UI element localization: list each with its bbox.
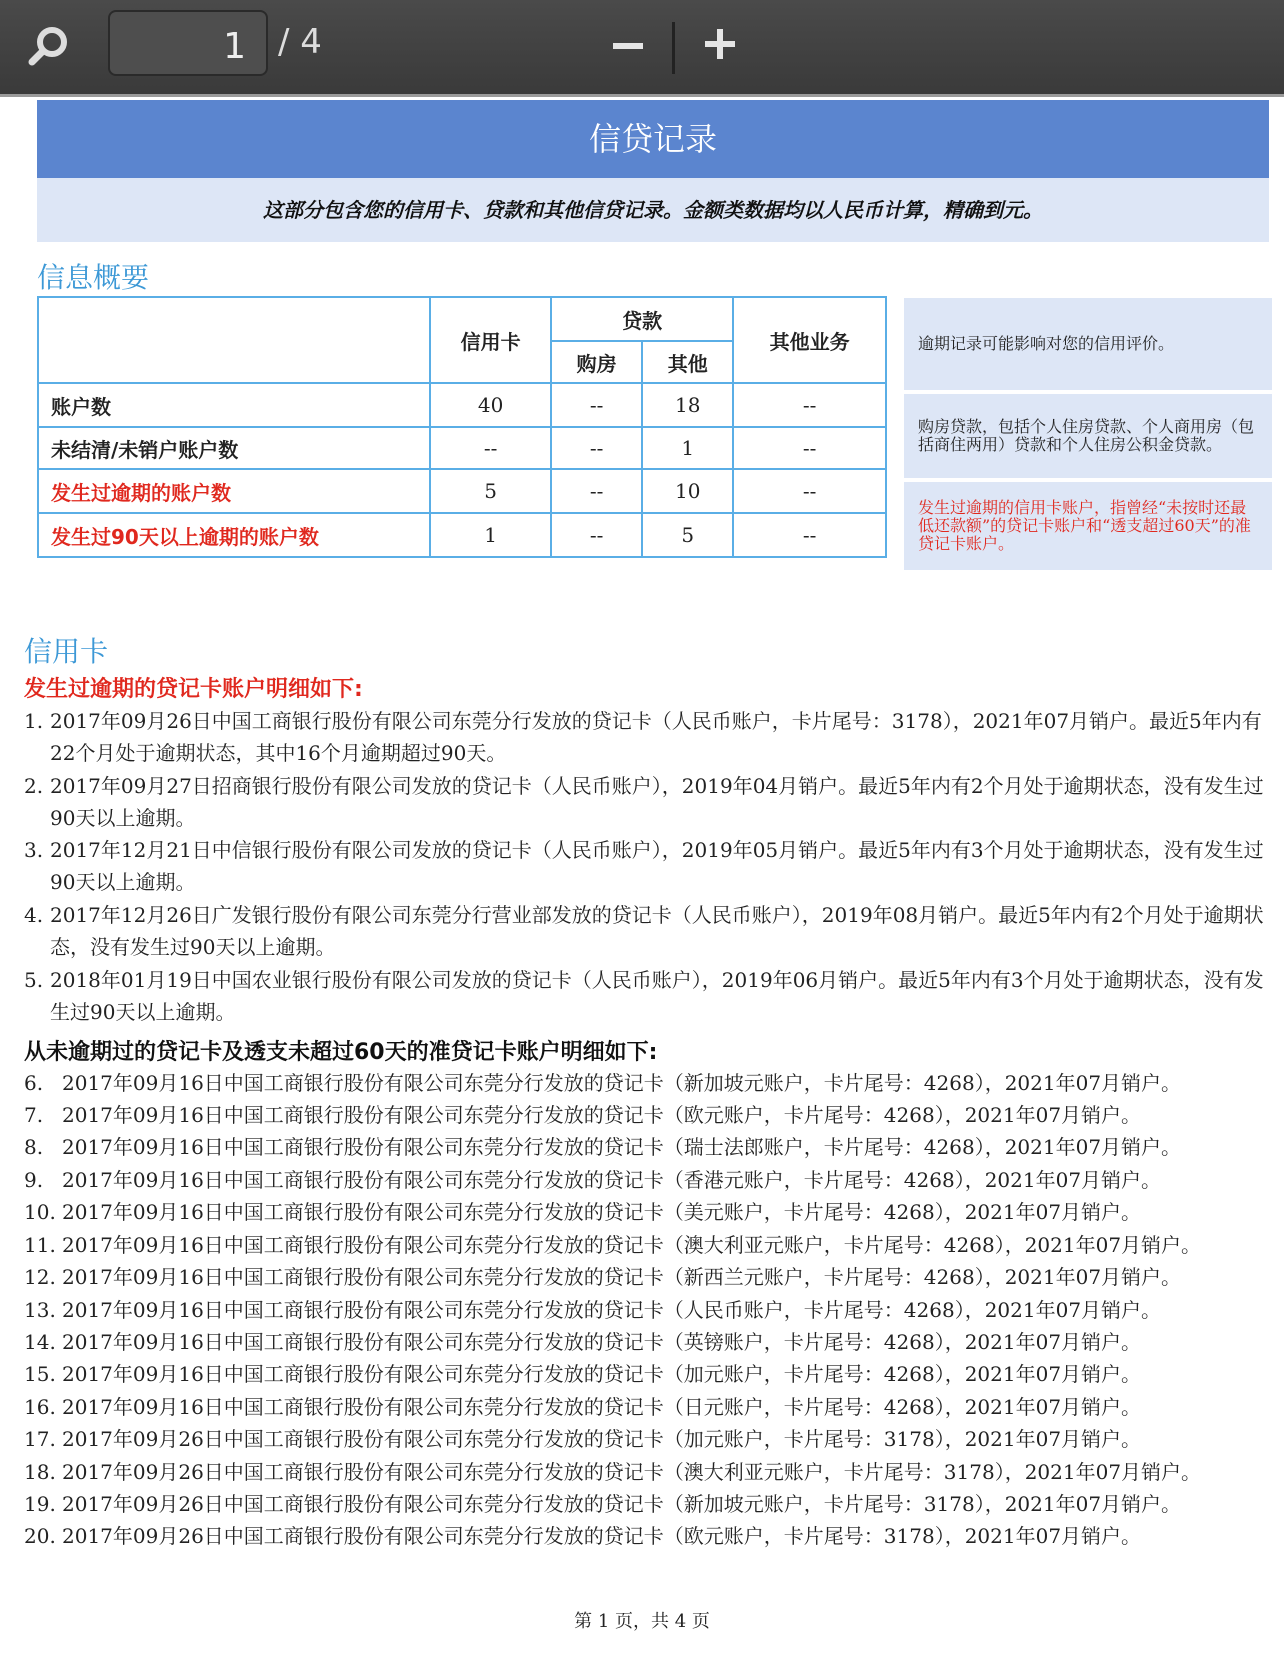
item-text: 2018年01月19日中国农业银行股份有限公司发放的贷记卡（人民币账户），2019年06月销户。最近5年内有3个月处于逾期状态，没有发生过90天以上逾期。 — [50, 968, 1264, 1024]
section-subtitle: 这部分包含您的信用卡、贷款和其他信贷记录。金额类数据均以人民币计算，精确到元。 — [37, 178, 1269, 242]
item-text: 2017年09月16日中国工商银行股份有限公司东莞分行发放的贷记卡（澳大利亚元账户，卡片尾号：4268），2021年07月销户。 — [62, 1233, 1202, 1257]
col-header-loan: 贷款 — [551, 297, 733, 341]
list-item — [24, 964, 1274, 1024]
cell-other: 1 — [642, 427, 733, 469]
item-text: 2017年09月16日中国工商银行股份有限公司东莞分行发放的贷记卡（瑞士法郎账户，卡片尾号：4268），2021年07月销户。 — [62, 1135, 1182, 1159]
item-text: 2017年09月16日中国工商银行股份有限公司东莞分行发放的贷记卡（欧元账户，卡片尾号：4268），2021年07月销户。 — [62, 1103, 1142, 1127]
list-item — [24, 1131, 1274, 1163]
item-text: 2017年09月16日中国工商银行股份有限公司东莞分行发放的贷记卡（英镑账户，卡片尾号：4268），2021年07月销户。 — [62, 1330, 1142, 1354]
item-text: 2017年09月16日中国工商银行股份有限公司东莞分行发放的贷记卡（新西兰元账户，卡片尾号：4268），2021年07月销户。 — [62, 1265, 1182, 1289]
item-number: 5. — [24, 968, 44, 992]
page-footer: 第 1 页，共 4 页 — [574, 1611, 710, 1632]
item-number: 8. — [24, 1135, 44, 1159]
cell-housing: -- — [551, 469, 642, 513]
note-text: 逾期记录可能影响对您的信用评价。 — [918, 334, 1175, 353]
item-number: 1. — [24, 709, 44, 733]
list-item — [24, 1164, 1274, 1196]
cell-credit-card: 40 — [430, 383, 551, 427]
cell-other-business: -- — [733, 469, 886, 513]
page-number-input[interactable]: 1 — [108, 10, 268, 76]
note-text: 购房贷款，包括个人住房贷款、个人商用房（包括商住两用）贷款和个人住房公积金贷款。 — [918, 417, 1255, 454]
list-item — [24, 1099, 1274, 1131]
cell-housing: -- — [551, 383, 642, 427]
item-text: 2017年09月26日中国工商银行股份有限公司东莞分行发放的贷记卡（欧元账户，卡片尾号：3178），2021年07月销户。 — [62, 1524, 1142, 1548]
item-text: 2017年09月16日中国工商银行股份有限公司东莞分行发放的贷记卡（美元账户，卡片尾号：4268），2021年07月销户。 — [62, 1200, 1142, 1224]
cell-other-business: -- — [733, 427, 886, 469]
viewer-toolbar — [0, 0, 1284, 97]
item-number: 15. — [24, 1362, 56, 1386]
item-number: 12. — [24, 1265, 56, 1289]
col-header-housing: 购房 — [551, 341, 642, 383]
zoom-out-button[interactable] — [605, 24, 651, 70]
zoom-in-button[interactable] — [695, 22, 745, 72]
item-number: 18. — [24, 1460, 56, 1484]
row-label: 发生过90天以上逾期的账户数 — [38, 513, 430, 557]
search-icon — [24, 22, 74, 72]
minus-icon — [605, 24, 651, 70]
list-item — [24, 1326, 1274, 1358]
cell-other: 18 — [642, 383, 733, 427]
item-number: 20. — [24, 1524, 56, 1548]
item-number: 4. — [24, 903, 44, 927]
item-text: 2017年09月16日中国工商银行股份有限公司东莞分行发放的贷记卡（加元账户，卡片尾号：4268），2021年07月销户。 — [62, 1362, 1142, 1386]
list-item — [24, 1358, 1274, 1390]
table-corner-cell — [38, 297, 430, 383]
row-label: 未结清/未销户账户数 — [38, 427, 430, 469]
col-header-other-business: 其他业务 — [733, 297, 886, 383]
list-item — [24, 899, 1274, 959]
item-text: 2017年09月26日中国工商银行股份有限公司东莞分行发放的贷记卡（加元账户，卡片尾号：3178），2021年07月销户。 — [62, 1427, 1142, 1451]
cell-other: 10 — [642, 469, 733, 513]
cell-credit-card: -- — [430, 427, 551, 469]
item-text: 2017年09月16日中国工商银行股份有限公司东莞分行发放的贷记卡（人民币账户，卡片尾号：4268），2021年07月销户。 — [62, 1298, 1162, 1322]
cell-credit-card: 1 — [430, 513, 551, 557]
cell-other: 5 — [642, 513, 733, 557]
list-item — [24, 1229, 1274, 1261]
list-item — [24, 1423, 1274, 1455]
item-text: 2017年09月16日中国工商银行股份有限公司东莞分行发放的贷记卡（日元账户，卡片尾号：4268），2021年07月销户。 — [62, 1395, 1142, 1419]
overview-table — [37, 296, 887, 558]
list-item — [24, 834, 1274, 894]
table-row — [38, 383, 886, 427]
cell-housing: -- — [551, 427, 642, 469]
item-text: 2017年09月16日中国工商银行股份有限公司东莞分行发放的贷记卡（香港元账户，卡片尾号：4268），2021年07月销户。 — [62, 1168, 1162, 1192]
cell-other-business: -- — [733, 513, 886, 557]
item-text: 2017年09月26日中国工商银行股份有限公司东莞分行发放的贷记卡（人民币账户，卡片尾号：3178），2021年07月销户。最近5年内有22个月处于逾期状态，其中16个月逾期超过90天。 — [50, 709, 1262, 765]
table-row — [38, 469, 886, 513]
section-banner-title: 信贷记录 — [37, 100, 1269, 178]
table-row — [38, 427, 886, 469]
list-item — [24, 1391, 1274, 1423]
list-item — [24, 1196, 1274, 1228]
item-text: 2017年09月26日中国工商银行股份有限公司东莞分行发放的贷记卡（澳大利亚元账户，卡片尾号：3178），2021年07月销户。 — [62, 1460, 1202, 1484]
overview-title: 信息概要 — [37, 261, 150, 294]
item-text: 2017年09月16日中国工商银行股份有限公司东莞分行发放的贷记卡（新加坡元账户，卡片尾号：4268），2021年07月销户。 — [62, 1071, 1182, 1095]
item-number: 19. — [24, 1492, 56, 1516]
item-number: 16. — [24, 1395, 56, 1419]
note-housing-loan — [904, 394, 1272, 478]
table-row — [38, 513, 886, 557]
item-text: 2017年09月27日招商银行股份有限公司发放的贷记卡（人民币账户），2019年04月销户。最近5年内有2个月处于逾期状态，没有发生过90天以上逾期。 — [50, 774, 1264, 830]
note-text: 发生过逾期的信用卡账户，指曾经“未按时还最低还款额”的贷记卡账户和“透支超过60天”的准贷记卡账户。 — [918, 498, 1251, 553]
item-text: 2017年09月26日中国工商银行股份有限公司东莞分行发放的贷记卡（新加坡元账户，卡片尾号：3178），2021年07月销户。 — [62, 1492, 1182, 1516]
normal-heading: 从未逾期过的贷记卡及透支未超过60天的准贷记卡账户明细如下: — [24, 1040, 658, 1065]
item-text: 2017年12月26日广发银行股份有限公司东莞分行营业部发放的贷记卡（人民币账户），2019年08月销户。最近5年内有2个月处于逾期状态，没有发生过90天以上逾期。 — [50, 903, 1264, 959]
list-item — [24, 770, 1274, 830]
credit-card-section-title: 信用卡 — [24, 635, 109, 668]
row-label: 账户数 — [38, 383, 430, 427]
item-number: 17. — [24, 1427, 56, 1451]
item-text: 2017年12月21日中信银行股份有限公司发放的贷记卡（人民币账户），2019年05月销户。最近5年内有3个月处于逾期状态，没有发生过90天以上逾期。 — [50, 838, 1264, 894]
toolbar-divider — [672, 22, 675, 74]
list-item — [24, 1067, 1274, 1099]
search-button[interactable] — [24, 22, 74, 72]
cell-housing: -- — [551, 513, 642, 557]
cell-credit-card: 5 — [430, 469, 551, 513]
note-overdue-impact — [904, 298, 1272, 390]
plus-icon — [695, 22, 745, 72]
cell-other-business: -- — [733, 383, 886, 427]
item-number: 14. — [24, 1330, 56, 1354]
list-item — [24, 1520, 1274, 1552]
item-number: 6. — [24, 1071, 44, 1095]
item-number: 7. — [24, 1103, 44, 1127]
col-header-credit-card: 信用卡 — [430, 297, 551, 383]
col-header-other: 其他 — [642, 341, 733, 383]
list-item — [24, 1294, 1274, 1326]
row-label: 发生过逾期的账户数 — [38, 469, 430, 513]
overdue-heading: 发生过逾期的贷记卡账户明细如下: — [24, 677, 363, 702]
item-number: 3. — [24, 838, 44, 862]
item-number: 2. — [24, 774, 44, 798]
note-overdue-definition — [904, 482, 1272, 570]
item-number: 9. — [24, 1168, 44, 1192]
page-total-label: / 4 — [278, 22, 322, 62]
list-item — [24, 705, 1274, 765]
list-item — [24, 1488, 1274, 1520]
list-item — [24, 1261, 1274, 1293]
item-number: 11. — [24, 1233, 56, 1257]
item-number: 13. — [24, 1298, 56, 1322]
item-number: 10. — [24, 1200, 56, 1224]
list-item — [24, 1456, 1274, 1488]
